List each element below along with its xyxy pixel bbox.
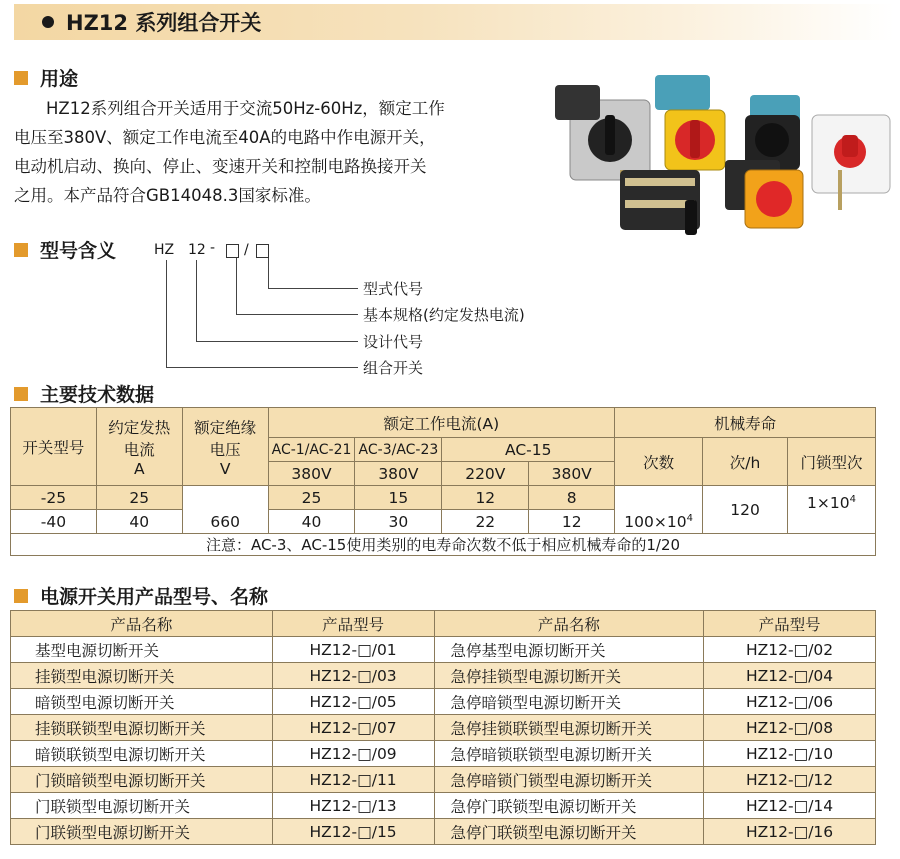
th-ac3: AC-3/AC-23 [355,438,442,462]
model-placeholder-box [256,244,269,258]
td-product-model: HZ12-□/12 [704,767,876,793]
th-product-model: 产品型号 [704,611,876,637]
td-product-model: HZ12-□/13 [272,793,434,819]
td-product-model: HZ12-□/08 [704,715,876,741]
count-exponent: 4 [686,512,693,524]
leader-line [196,260,197,341]
model-label-type: 型式代号 [363,280,424,298]
td-ac15-380: 12 [529,510,615,534]
switch-key-lock-icon [812,115,890,210]
th-product-model: 产品型号 [272,611,434,637]
model-code-12: 12 [188,242,206,258]
table-row [11,767,876,793]
section-tech-heading [14,380,154,407]
td-product-name: 暗锁型电源切断开关 [11,689,273,715]
td-product-model: HZ12-□/05 [272,689,434,715]
switch-cam-block-icon [620,170,700,235]
tech-note: 注意：AC-3、AC-15使用类别的电寿命次数不低于相应机械寿命的1/20 [11,534,876,556]
leader-line [196,341,358,342]
page-title: HZ12 系列组合开关 [66,11,262,35]
td-model: -40 [11,510,97,534]
section-usage-title: 用途 [40,68,79,90]
td-product-name: 急停挂锁联锁型电源切断开关 [434,715,704,741]
th-text: V [219,459,231,478]
td-voltage: 660 [182,486,268,534]
td-model: -25 [11,486,97,510]
square-bullet-icon [14,71,28,85]
leader-line [236,314,358,315]
products-table [10,610,876,845]
switch-teal-body-icon [745,95,800,170]
usage-line: 之用。本产品符合GB14048.3国家标准。 [14,186,321,205]
th-door-lock: 门锁型次 [787,438,875,486]
th-product-name: 产品名称 [434,611,704,637]
model-label-switch: 组合开关 [363,359,424,377]
th-voltage-380: 380V [529,462,615,486]
leader-line [166,367,358,368]
td-ac15-220: 12 [442,486,529,510]
section-model-heading [14,236,116,263]
tech-data-table [10,407,876,556]
td-ac15-380: 8 [529,486,615,510]
bullet-dot-icon [42,16,54,28]
th-voltage-380: 380V [355,462,442,486]
door-exponent: 4 [849,494,856,505]
leader-line [236,258,237,314]
th-insulation-voltage [182,408,268,486]
td-product-model: HZ12-□/02 [704,637,876,663]
product-photo [550,60,895,250]
td-current: 40 [96,510,182,534]
th-count: 次数 [615,438,703,486]
model-code-hz: HZ [154,242,175,258]
usage-paragraph [14,94,549,210]
square-bullet-icon [14,243,28,257]
leader-line [268,288,358,289]
switch-yellow-plate-icon [655,75,725,170]
table-row [11,637,876,663]
td-product-name: 门联锁型电源切断开关 [11,793,273,819]
td-ac1: 40 [268,510,355,534]
section-usage-heading [14,64,78,91]
square-bullet-icon [14,387,28,401]
td-product-name: 急停挂锁型电源切断开关 [434,663,704,689]
td-product-model: HZ12-□/15 [272,819,434,845]
td-product-model: HZ12-□/04 [704,663,876,689]
td-product-model: HZ12-□/01 [272,637,434,663]
td-product-model: HZ12-□/06 [704,689,876,715]
th-ac1: AC-1/AC-21 [268,438,355,462]
page-title-bar [14,4,894,40]
section-tech-title: 主要技术数据 [40,384,155,406]
td-product-name: 暗锁联锁型电源切断开关 [11,741,273,767]
td-door-lock [787,486,875,534]
td-current: 25 [96,486,182,510]
square-bullet-icon [14,589,28,603]
td-product-name: 门联锁型电源切断开关 [11,819,273,845]
td-ac1: 25 [268,486,355,510]
th-voltage-220: 220V [442,462,529,486]
section-products-heading [14,582,268,609]
td-product-name: 急停门联锁型电源切断开关 [434,819,704,845]
switch-emergency-icon [725,160,803,228]
td-product-name: 急停门联锁型电源切断开关 [434,793,704,819]
td-product-name: 挂锁联锁型电源切断开关 [11,715,273,741]
th-per-hour: 次/h [703,438,788,486]
usage-line: 电动机启动、换向、停止、变速开关和控制电路换接开关 [14,157,427,176]
th-text: 约定发热 [108,418,171,437]
td-product-model: HZ12-□/11 [272,767,434,793]
th-product-name: 产品名称 [11,611,273,637]
td-ac3: 30 [355,510,442,534]
model-meaning-diagram [150,238,610,383]
th-text: 电流 [123,440,155,459]
td-product-name: 急停暗锁门锁型电源切断开关 [434,767,704,793]
td-product-model: HZ12-□/14 [704,793,876,819]
td-ac15-220: 22 [442,510,529,534]
count-base: 100×10 [624,513,687,531]
door-base: 1×10 [807,494,850,513]
td-mech-count [615,486,703,534]
th-voltage-380: 380V [268,462,355,486]
td-product-name: 门锁暗锁型电源切断开关 [11,767,273,793]
section-model-title: 型号含义 [40,240,117,262]
model-placeholder-box [226,244,239,258]
td-ac3: 15 [355,486,442,510]
usage-line: 电压至380V、额定工作电流至40A的电路中作电源开关， [14,128,436,147]
td-product-model: HZ12-□/16 [704,819,876,845]
td-product-name: 急停基型电源切断开关 [434,637,704,663]
table-row [11,741,876,767]
td-product-model: HZ12-□/03 [272,663,434,689]
td-per-hour: 120 [703,486,788,534]
table-row [11,819,876,845]
th-ac15: AC-15 [442,438,615,462]
model-code-slash: / [244,242,249,258]
leader-line [166,260,167,367]
td-product-name: 挂锁型电源切断开关 [11,663,273,689]
table-row [11,689,876,715]
th-rated-current: 额定工作电流(A) [268,408,615,438]
th-text: 额定绝缘 [194,418,257,437]
th-mech-life: 机械寿命 [615,408,876,438]
td-product-name: 急停暗锁联锁型电源切断开关 [434,741,704,767]
td-product-name: 基型电源切断开关 [11,637,273,663]
usage-line: HZ12系列组合开关适用于交流50Hz-60Hz，额定工作 [46,99,445,118]
table-row [11,663,876,689]
th-text: 电压 [209,440,241,459]
model-label-spec: 基本规格(约定发热电流) [363,306,525,324]
td-product-name: 急停暗锁型电源切断开关 [434,689,704,715]
th-thermal-current [96,408,182,486]
table-row [11,715,876,741]
table-row [11,793,876,819]
model-code-dash: - [210,240,216,256]
section-products-title: 电源开关用产品型号、名称 [40,586,269,608]
th-switch-model: 开关型号 [11,408,97,486]
th-text: A [133,459,145,478]
model-label-design: 设计代号 [363,333,424,351]
td-product-model: HZ12-□/07 [272,715,434,741]
td-product-model: HZ12-□/10 [704,741,876,767]
leader-line [268,258,269,288]
td-product-model: HZ12-□/09 [272,741,434,767]
